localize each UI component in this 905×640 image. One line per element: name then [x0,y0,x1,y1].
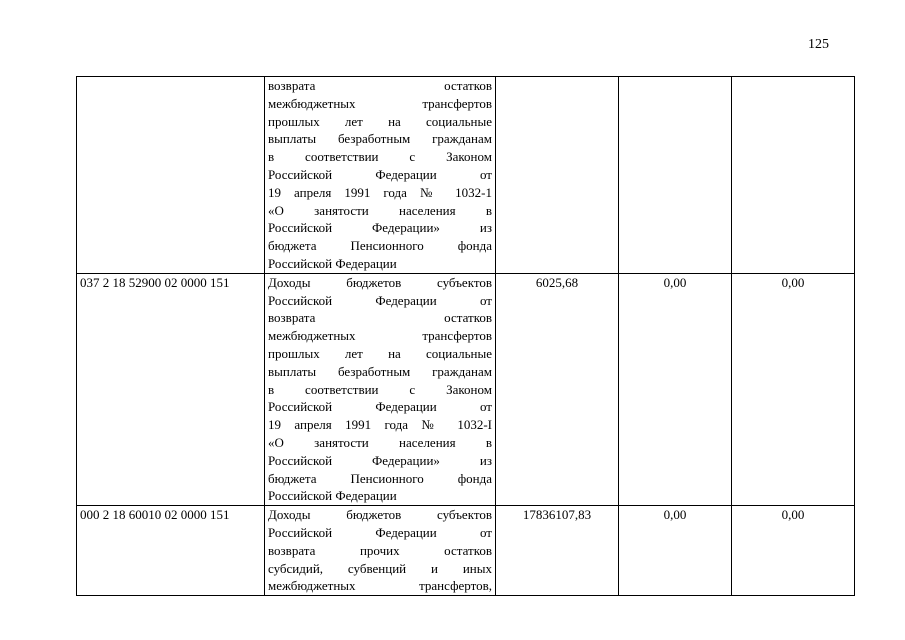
description-line: Российской Федерации от [268,399,492,415]
table-row [77,506,855,596]
description-line: прошлых лет на социальные [268,345,492,361]
description-line: прошлых лет на социальные [268,113,492,129]
budget-code-cell: 000 2 18 60010 02 0000 151 [77,506,265,596]
description-line: возврата остатков [268,310,492,326]
amount-cell: 0,00 [619,506,732,596]
description-cell [265,273,496,505]
description-line: 19 апреля 1991 года № 1032-I [268,417,492,433]
description-line: бюджета Пенсионного фонда [268,238,492,254]
description-line: выплаты безработным гражданам [268,363,492,379]
amount-cell: 0,00 [732,506,855,596]
table-row [77,77,855,274]
description-line: межбюджетных трансфертов, [268,578,492,594]
description-line: межбюджетных трансфертов [268,328,492,344]
description-line: Доходы бюджетов субъектов [268,274,492,290]
amount-cell: 6025,68 [496,273,619,505]
description-line: Российской Федерации [268,255,397,271]
budget-revenue-table [76,76,855,596]
description-line: Российской Федерации» из [268,220,492,236]
description-line: 19 апреля 1991 года № 1032-1 [268,184,492,200]
budget-code-cell [77,77,265,274]
amount-cell [732,77,855,274]
amount-cell: 0,00 [732,273,855,505]
amount-cell [496,77,619,274]
description-line: Российской Федерации от [268,166,492,182]
budget-code-cell: 037 2 18 52900 02 0000 151 [77,273,265,505]
description-cell [265,506,496,596]
description-line: «О занятости населения в [268,202,492,218]
page-number: 125 [808,37,829,52]
description-line: бюджета Пенсионного фонда [268,470,492,486]
amount-cell [619,77,732,274]
table-row [77,273,855,505]
description-line: Российской Федерации от [268,524,492,540]
description-cell [265,77,496,274]
amount-cell: 17836107,83 [496,506,619,596]
description-line: возврата остатков [268,78,492,93]
description-line: межбюджетных трансфертов [268,95,492,111]
description-line: субсидий, субвенций и иных [268,560,492,576]
description-line: в соответствии с Законом [268,381,492,397]
description-line: Доходы бюджетов субъектов [268,507,492,523]
description-line: выплаты безработным гражданам [268,131,492,147]
description-line: возврата прочих остатков [268,542,492,558]
description-line: Российской Федерации» из [268,452,492,468]
description-line: «О занятости населения в [268,434,492,450]
description-line: Российской Федерации от [268,292,492,308]
amount-cell: 0,00 [619,273,732,505]
description-line: в соответствии с Законом [268,149,492,165]
description-line: Российской Федерации [268,488,397,504]
